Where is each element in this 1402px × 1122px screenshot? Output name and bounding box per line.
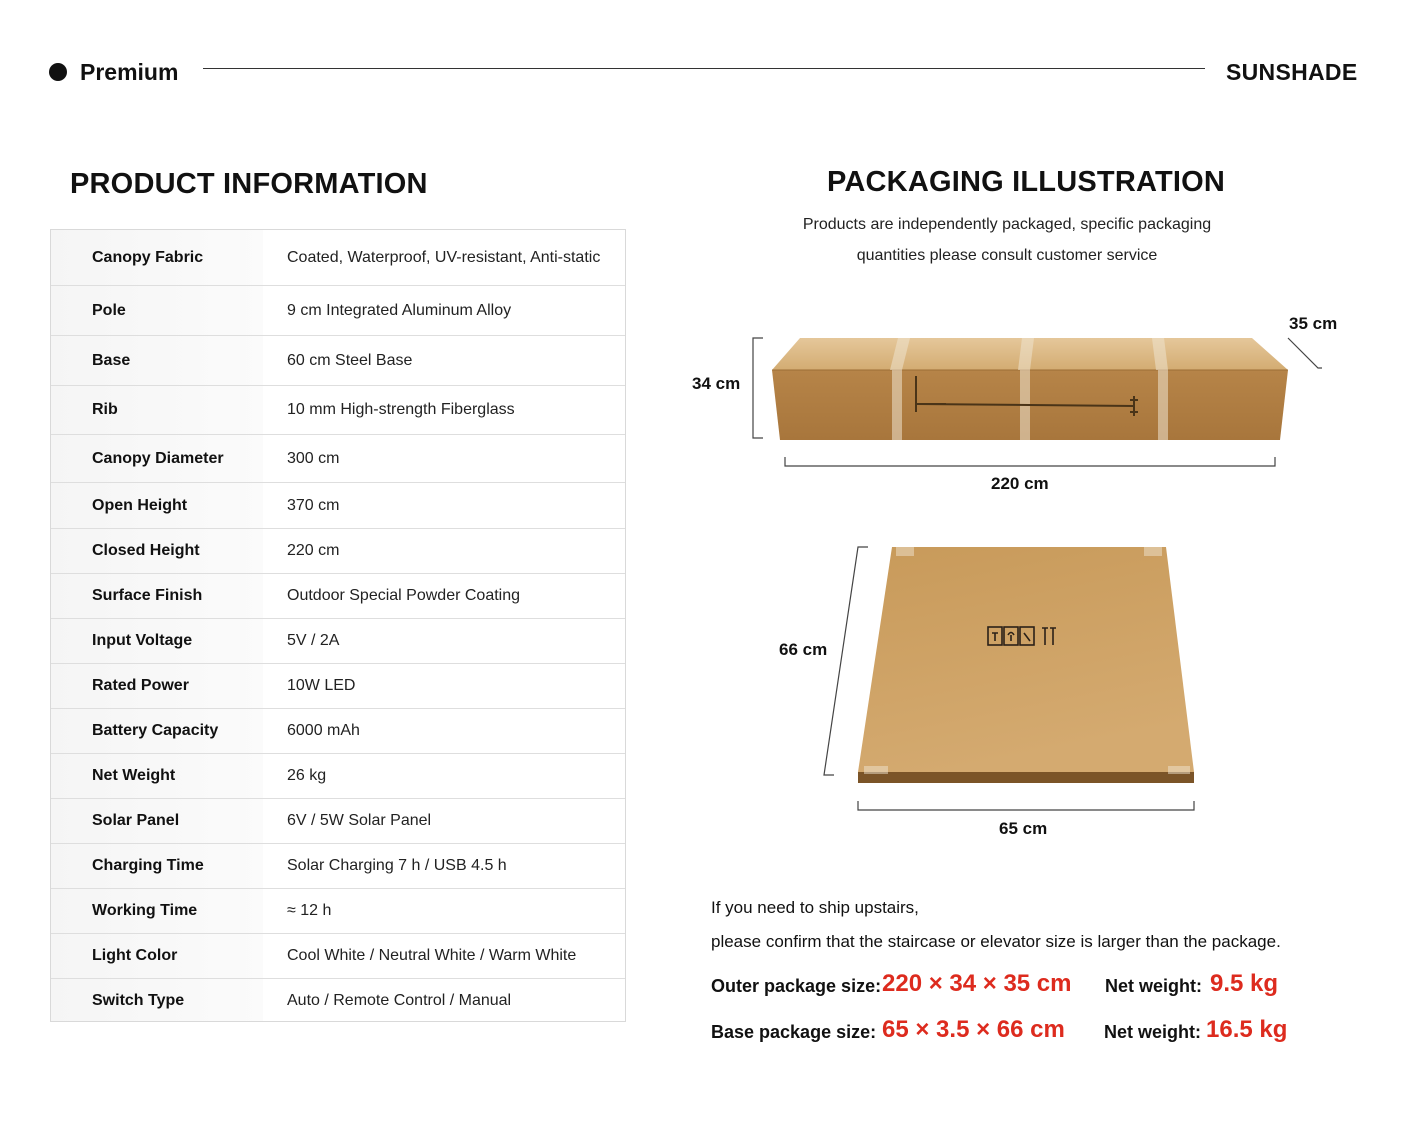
- outer-weight-label: Net weight:: [1105, 976, 1202, 996]
- spec-label: Rated Power: [92, 677, 189, 694]
- spec-label: Base: [92, 351, 131, 369]
- product-info-title: PRODUCT INFORMATION: [70, 168, 428, 200]
- spec-label: Open Height: [92, 496, 188, 514]
- spec-label: Battery Capacity: [92, 722, 219, 739]
- brand-bullet-icon: [49, 63, 67, 81]
- spec-value: Outdoor Special Powder Coating: [287, 587, 521, 604]
- spec-label: Rib: [92, 401, 118, 418]
- base-weight-label: Net weight:: [1104, 1022, 1201, 1042]
- outer-package-label: Outer package size:: [711, 976, 882, 996]
- base-package-label: Base package size:: [711, 1022, 877, 1042]
- spec-value: 6V / 5W Solar Panel: [287, 812, 432, 829]
- width-bracket: [858, 801, 1194, 810]
- spec-value: ≈ 12 h: [287, 902, 332, 919]
- spec-row: [51, 709, 625, 754]
- spec-table: [50, 229, 626, 1022]
- spec-row: [51, 386, 625, 435]
- spec-row: [51, 336, 625, 386]
- spec-label: Light Color: [92, 947, 178, 964]
- spec-value: Coated, Waterproof, UV-resistant, Anti-static: [287, 248, 601, 266]
- packaging-subtitle-line1: Products are independently packaged, specific packaging: [802, 216, 1212, 233]
- flat-box-width: 65 cm: [999, 819, 1048, 838]
- spec-label: Charging Time: [92, 857, 204, 874]
- spec-row: [51, 754, 625, 799]
- spec-row: [51, 529, 625, 574]
- spec-row: [51, 979, 625, 1022]
- header-divider: [203, 68, 1205, 69]
- depth-bracket: [824, 547, 868, 775]
- spec-value: 9 cm Integrated Aluminum Alloy: [287, 301, 512, 319]
- brand-name: Premium: [80, 59, 179, 85]
- spec-label: Closed Height: [92, 542, 200, 559]
- spec-row: [51, 483, 625, 529]
- height-bracket: [753, 338, 763, 438]
- depth-guide: [1288, 338, 1322, 368]
- spec-value: Cool White / Neutral White / Warm White: [287, 947, 577, 964]
- spec-row: [51, 934, 625, 979]
- ship-note-line2: please confirm that the staircase or elevator size is larger than the package.: [711, 932, 1281, 951]
- spec-value: Auto / Remote Control / Manual: [287, 991, 512, 1009]
- packaging-title: PACKAGING ILLUSTRATION: [827, 166, 1226, 198]
- packaging-subtitle-line2: quantities please consult customer service: [856, 247, 1158, 264]
- spec-label: Working Time: [92, 902, 198, 919]
- spec-row: [51, 435, 625, 483]
- base-package-size: 65 × 3.5 × 66 cm: [882, 1016, 1065, 1043]
- long-box-illustration: [740, 320, 1340, 480]
- spec-value: Solar Charging 7 h / USB 4.5 h: [287, 857, 507, 874]
- ship-note-line1: If you need to ship upstairs,: [711, 898, 919, 917]
- spec-label: Canopy Fabric: [92, 248, 204, 266]
- spec-label: Canopy Diameter: [92, 449, 224, 467]
- spec-value: 6000 mAh: [287, 722, 360, 739]
- spec-value: 220 cm: [287, 542, 340, 559]
- spec-row: [51, 286, 625, 336]
- spec-label: Input Voltage: [92, 632, 193, 649]
- flat-box-depth: 66 cm: [779, 640, 828, 659]
- flat-box-illustration: [820, 540, 1220, 820]
- long-box-depth: 35 cm: [1289, 314, 1338, 333]
- spec-value: 60 cm Steel Base: [287, 351, 413, 369]
- spec-row: [51, 889, 625, 934]
- spec-row: [51, 844, 625, 889]
- spec-value: 5V / 2A: [287, 632, 340, 649]
- spec-label: Net Weight: [92, 767, 176, 784]
- outer-package-size: 220 × 34 × 35 cm: [882, 970, 1072, 997]
- spec-value: 10 mm High-strength Fiberglass: [287, 401, 515, 418]
- box-edge: [858, 772, 1194, 783]
- spec-label: Surface Finish: [92, 587, 203, 604]
- spec-label: Solar Panel: [92, 812, 180, 829]
- outer-weight-value: 9.5 kg: [1210, 970, 1279, 997]
- spec-row: [51, 664, 625, 709]
- spec-row: [51, 799, 625, 844]
- spec-label: Pole: [92, 301, 126, 319]
- spec-row: [51, 574, 625, 619]
- spec-row: [51, 230, 625, 286]
- box-top-face: [858, 547, 1194, 772]
- spec-value: 300 cm: [287, 449, 340, 467]
- spec-value: 370 cm: [287, 496, 340, 514]
- base-weight-value: 16.5 kg: [1206, 1016, 1288, 1043]
- long-box-length: 220 cm: [991, 474, 1049, 493]
- spec-row: [51, 619, 625, 664]
- spec-label: Switch Type: [92, 991, 185, 1009]
- long-box-height: 34 cm: [692, 374, 741, 393]
- header-right-label: SUNSHADE: [1226, 59, 1358, 85]
- length-bracket: [785, 457, 1275, 466]
- spec-value: 26 kg: [287, 767, 327, 784]
- spec-value: 10W LED: [287, 677, 356, 694]
